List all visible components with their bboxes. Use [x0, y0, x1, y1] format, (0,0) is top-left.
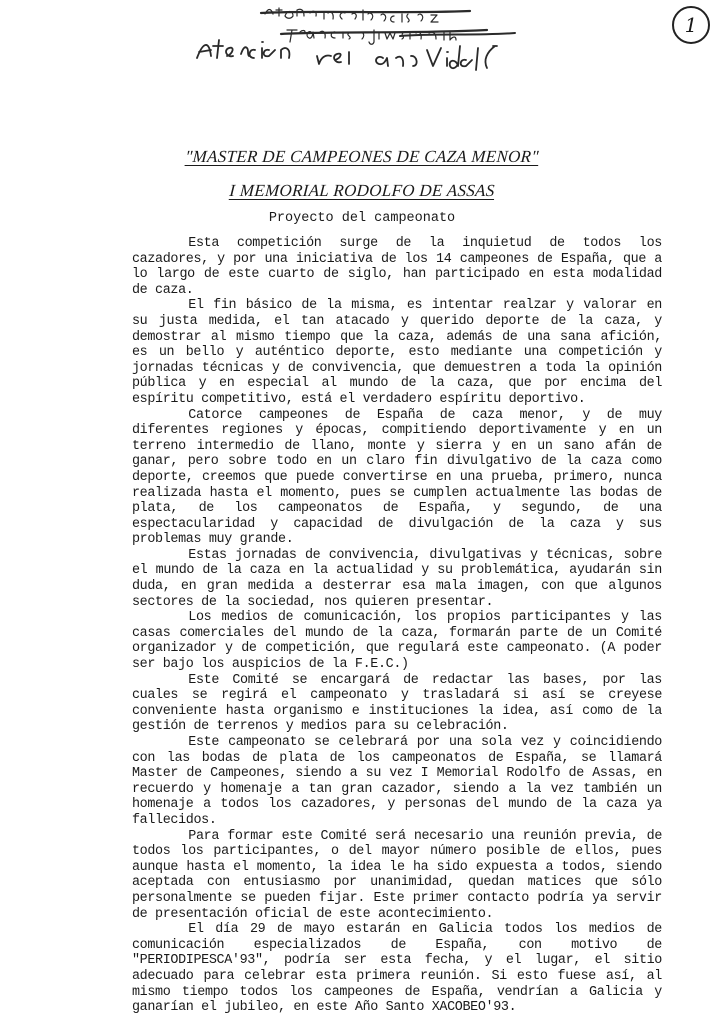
paragraph: Esta competición surge de la inquietud de todos los cazadores, y por una iniciativa de los 14 campeones de España, que a lo largo de este cuarto de siglo, han participado en esta modalidad de caza. — [132, 236, 662, 298]
paragraph: Los medios de comunicación, los propios participantes y las casas comerciales del mundo de la caza, formarán parte de un Comité organizador y de competición, que regulará este campeonato. (A poder ser bajo los auspicios de la F.E.C.) — [132, 610, 662, 673]
paragraph: Estas jornadas de convivencia, divulgativas y técnicas, sobre el mundo de la caza en la actualidad y su problemática, ayudarán sin duda, en gran medida a desterrar esa mala imagen, con que algunos sectores de la sociedad, nos quieren presentar. — [132, 547, 662, 610]
paragraph: Este Comité se encargará de redactar las bases, por las cuales se regirá el campeonato y trasladará si así se creyese conveniente hasta organismo e instituciones la idea, así como de la gestión de terrenos y medios para su celebración. — [132, 672, 662, 735]
paragraph: El día 29 de mayo estarán en Galicia todos los medios de comunicación especializados de España, con motivo de "PERIODIPESCA'93", podría ser esta fecha, y el lugar, el sitio adecuado para celebrar esta primera reunión. Si esto fuese así, al mismo tiempo todos los campeones de España, vendrían a Galicia y ganarían el jubileo, en este Año Santo XACOBEO'93. — [132, 922, 662, 1016]
paragraph: Este campeonato se celebrará por una sola vez y coincidiendo con las bodas de plata de los campeonatos de España, se llamará Master de Campeones, siendo a su vez I Memorial Rodolfo de Assas, en recuerdo y homenaje a tan gran cazador, siendo a la vez también un homenaje a todos los cazadores, y personas del mundo de la caza ya fallecidos. — [132, 735, 662, 828]
paragraph: El fin básico de la misma, es intentar realzar y valorar en su justa medida, el tan atacado y querido deporte de la caza, y demostrar al mismo tiempo que la caza, además de una sana afición, es un bello y auténtico deporte, esto mediante una competición y jornadas técnicas y de convivencia, que demuestren a toda la opinión pública y en especial al mundo de la caza, que por encima del espíritu competitivo, está el verdadero espíritu deportivo. — [132, 298, 662, 407]
section-heading: Proyecto del campeonato — [268, 211, 456, 226]
handwritten-annotation — [195, 0, 535, 85]
body-text — [132, 236, 662, 1016]
document-title: "MASTER DE CAMPEONES DE CAZA MENOR" — [184, 147, 540, 166]
document-subtitle-memorial: I MEMORIAL RODOLFO DE ASSAS — [228, 181, 496, 200]
paragraph: Para formar este Comité será necesario una reunión previa, de todos los participantes, o del mayor número posible de ellos, pues aunque hasta el momento, la idea le ha sido expuesta a todos, siendo aceptada con entusiasmo por unanimidad, quedan matices que sólo personalmente se pueden fijar. Este primer contacto podría ya servir de presentación oficial de este acontecimiento. — [132, 828, 662, 922]
page-number: 1 — [672, 6, 710, 44]
paragraph: Catorce campeones de España de caza menor, y de muy diferentes regiones y épocas, compitiendo deportivamente y en un terreno intermedio de llano, monte y sierra y en un sano afán de ganar, pero sobre todo en un claro fin divulgativo de la caza como deporte, creemos que puede convertirse en una prueba, primero, nunca realizada hasta el momento, pues se cumplen actualmente las bodas de plata, de los campeonatos de España, y segundo, de una espectacularidad y capacidad de divulgación de la caza y sus problemas muy grande. — [132, 407, 662, 548]
